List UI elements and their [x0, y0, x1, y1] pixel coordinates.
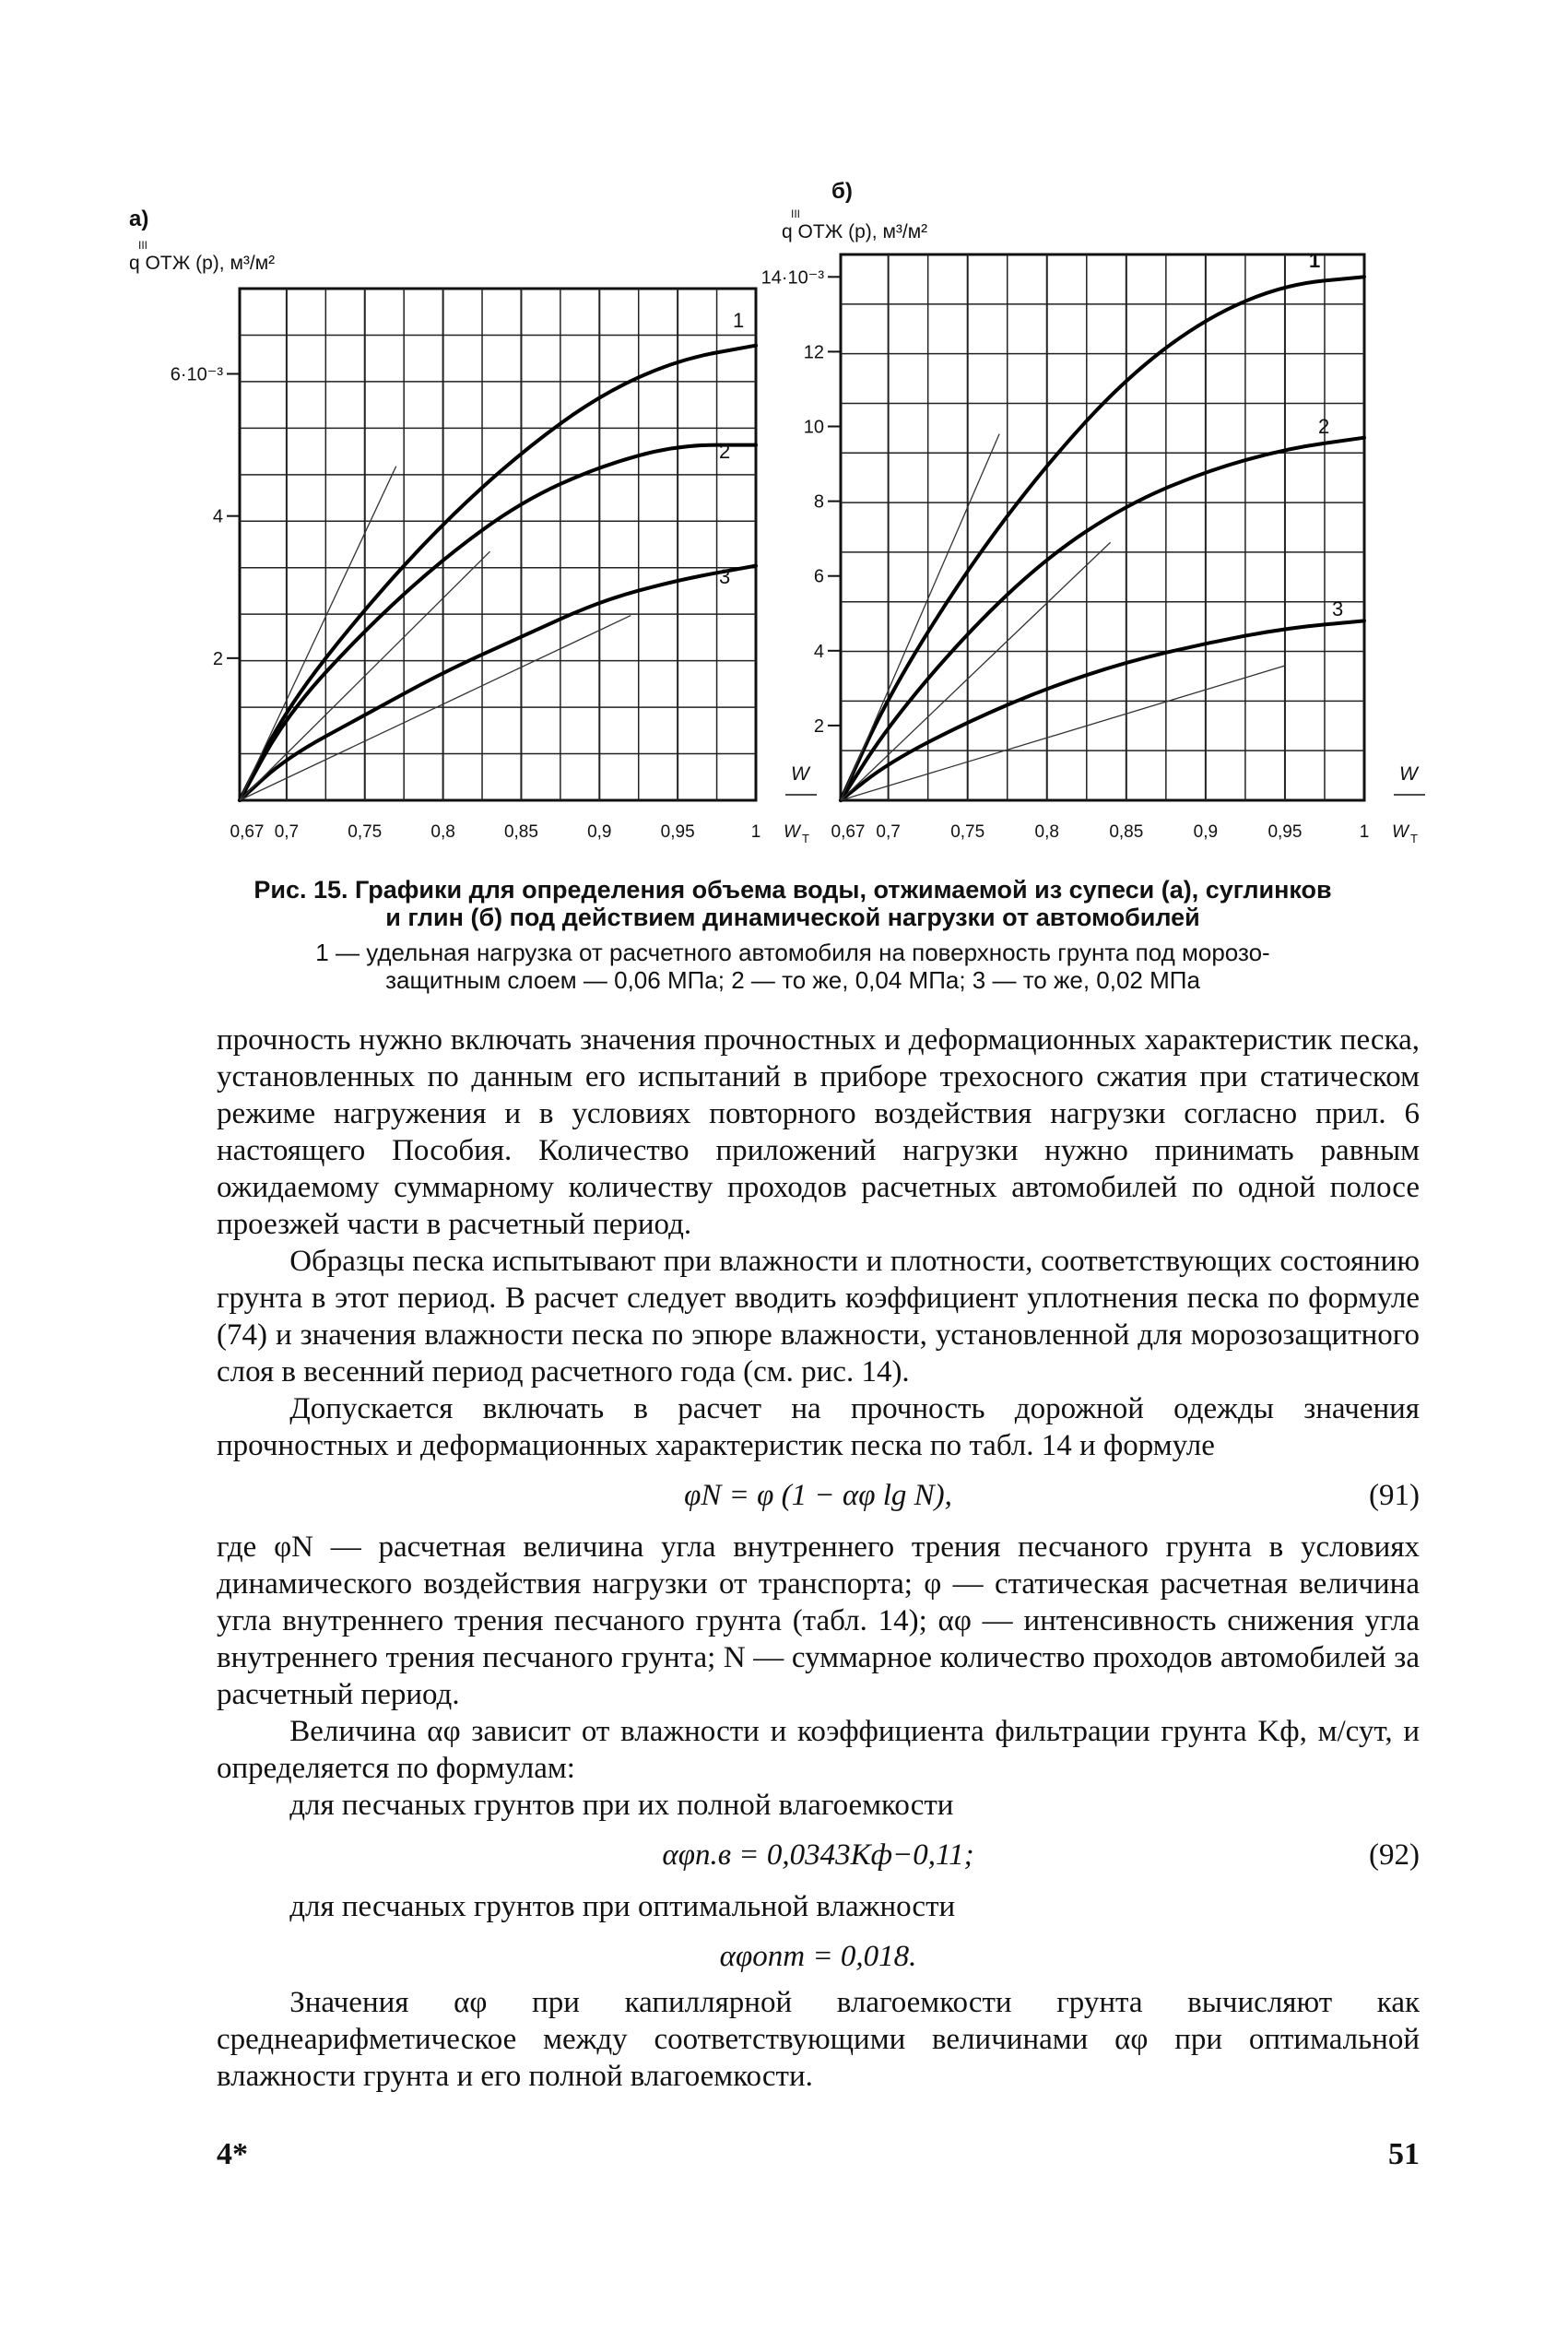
panel-b-series-1-label: 1: [1309, 249, 1321, 272]
panel-a-panel-label: а): [129, 207, 149, 231]
formula-93: [217, 1929, 1420, 1980]
panel-b-ylabel-super: III: [791, 207, 801, 220]
panel-b-xlabel-sub: T: [1410, 832, 1418, 845]
panel-a-xtick-label: 0,95: [660, 822, 695, 842]
paragraph-2: Образцы песка испытывают при влажности и плотности, соответствующих состоянию грунта в этот период. В расчет следует вводить коэффициент уплотнения песка по формуле (74) и значения влажности песка по эпюре влажности, установленной для морозозащитного слоя в весенний период расчетного года (см. рис. 14).: [217, 1245, 1420, 1389]
signature-mark: 4*: [217, 2137, 248, 2171]
paragraph-5: Величина αφ зависит от влажности и коэффициента фильтрации грунта Kф, м/сут, и определяется по формулам:: [217, 1715, 1420, 1785]
paragraph-6: для песчаных грунтов при их полной влагоемкости: [289, 1789, 954, 1822]
figure-caption: [184, 876, 1401, 994]
panel-b-construction-line: [841, 542, 1111, 800]
panel-a-xtick-label: 0,9: [587, 822, 612, 842]
panel-a-ylabel-super: III: [138, 239, 148, 252]
figure-charts: [0, 0, 1568, 922]
panel-a-xtick-label: 0,85: [503, 822, 538, 842]
formula-92-number: (92): [1369, 1838, 1420, 1872]
panel-b-series-3-label: 3: [1332, 597, 1344, 620]
paragraph-7: для песчаных грунтов при оптимальной влажности: [289, 1890, 956, 1923]
paragraph-1: прочность нужно включать значения прочностных и деформационных характеристик песка, установленных по данным его испытаний в приборе трехосного сжатия при статическом режиме нагружения и в условиях повторного воздействия нагрузки согласно прил. 6 настоящего Пособия. Количество приложений нагрузки нужно принимать равным ожидаемому суммарному количеству проходов расчетных автомобилей по одной полосе проезжей части в расчетный период.: [217, 1023, 1420, 1241]
panel-a-xtick-label: 0,7: [274, 822, 300, 842]
panel-a-ytick-label: 6·10⁻³: [170, 364, 223, 385]
caption-title-line1: Рис. 15. Графики для определения объема воды, отжимаемой из супеси (а), суглинков: [253, 876, 1332, 904]
panel-a-construction-line: [240, 467, 396, 800]
paragraph-8: Значения αφ при капиллярной влагоемкости грунта вычисляют как среднеарифметическое между соответствующими величинами αφ при оптимальной влажности грунта и его полной влагоемкости.: [217, 1986, 1420, 2093]
panel-b-xtick-label: 0,95: [1267, 822, 1303, 842]
panel-a-series-1-label: 1: [733, 309, 745, 332]
panel-b-xlabel-wt: W: [1392, 822, 1409, 842]
panel-a-xlabel-w: W: [791, 763, 809, 785]
panel-b-ylabel: q ОТЖ (р), м³/м²: [782, 221, 928, 242]
panel-b-ytick-label: 10: [803, 417, 824, 438]
panel-b-ytick-label: 8: [813, 491, 824, 513]
panel-b-ytick-label: 6: [813, 566, 824, 587]
panel-b-series-2-label: 2: [1318, 415, 1330, 438]
panel-b-xtick-label: 0,9: [1193, 822, 1219, 842]
panel-a-xtick-label: 1: [750, 822, 761, 842]
formula-93-text: αφопт = 0,018.: [719, 1940, 917, 1973]
panel-b-construction-line: [841, 666, 1285, 800]
panel-a-series-2-label: 2: [719, 440, 731, 463]
panel-a-xtick-label: 0,8: [430, 822, 455, 842]
panel-b-xtick-label: 0,8: [1034, 822, 1059, 842]
panel-b-ytick-label: 2: [813, 715, 824, 737]
formula-91: [217, 1468, 1420, 1525]
caption-legend-line2: защитным слоем — 0,06 МПа; 2 — то же, 0,04 МПа; 3 — то же, 0,02 МПа: [385, 966, 1200, 994]
caption-title: [184, 876, 1401, 931]
panel-b-xlabel-w: W: [1399, 763, 1418, 785]
formula-91-text: φN = φ (1 − αφ lg N),: [684, 1479, 952, 1512]
formula-91-number: (91): [1369, 1479, 1420, 1512]
page-number: 51: [1388, 2137, 1420, 2171]
panel-a-xlabel-wt: W: [784, 822, 800, 842]
panel-a-series-3-label: 3: [719, 565, 731, 588]
panel-a-ytick-label: 4: [212, 506, 223, 527]
paragraph-4: где φN — расчетная величина угла внутреннего трения песчаного грунта в условиях динамического воздействия нагрузки от транспорта; φ — статическая расчетная величина угла внутреннего трения песчаного грунта (табл. 14); αφ — интенсивность снижения угла внутреннего трения песчаного грунта; N — суммарное количество проходов автомобилей за расчетный период.: [217, 1530, 1420, 1711]
paragraph-3: Допускается включать в расчет на прочность дорожной одежды значения прочностных и деформационных характеристик песка по табл. 14 и формуле: [217, 1392, 1420, 1462]
panel-b-ytick-label: 14·10⁻³: [760, 267, 824, 289]
panel-a-xtick-label: 0,75: [348, 822, 383, 842]
caption-legend: [184, 939, 1401, 994]
panel-b-xtick-label: 0,75: [950, 822, 985, 842]
panel-b-ytick-label: 4: [813, 641, 824, 662]
panel-b-ytick-label: 12: [803, 342, 824, 363]
caption-title-line2: и глин (б) под действием динамической нагрузки от автомобилей: [385, 904, 1200, 931]
panel-a-ylabel: q ОТЖ (р), м³/м²: [129, 253, 276, 274]
formula-92-text: αφп.в = 0,0343Kф−0,11;: [662, 1838, 974, 1872]
panel-a-ytick-label: 2: [212, 648, 223, 669]
panel-b-xtick-label: 0,67: [831, 822, 866, 842]
panel-b-xtick-label: 0,85: [1109, 822, 1144, 842]
body-text: [217, 1022, 1420, 2095]
panel-a-xtick-label: 0,67: [230, 822, 265, 842]
panel-a-xlabel-sub: T: [802, 832, 809, 845]
formula-92: [217, 1827, 1420, 1885]
panel-b-xtick-label: 0,7: [876, 822, 901, 842]
figure-15: [0, 0, 1568, 922]
panel-b-panel-label: б): [831, 179, 853, 204]
caption-legend-line1: 1 — удельная нагрузка от расчетного автомобиля на поверхность грунта под морозо-: [315, 939, 1270, 966]
panel-b-xtick-label: 1: [1359, 822, 1370, 842]
